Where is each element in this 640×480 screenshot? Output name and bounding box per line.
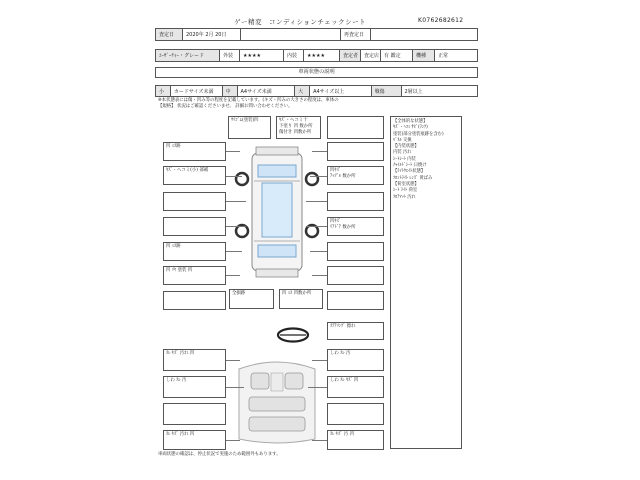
seat-box-left-2 <box>163 376 226 398</box>
leader-line <box>226 226 246 227</box>
leader-line <box>226 251 242 252</box>
callout-box-right-4 <box>327 192 384 211</box>
callout-box-rear-right <box>279 289 323 309</box>
note-line: ｼｰﾄｼｰﾄ 内装 <box>393 156 416 162</box>
callout-seat-rear-right: ｽﾚ ｷｽﾞ 汚 凹 <box>330 432 354 437</box>
footer-note: 車両状態の確認は、停止状況で実施のため範囲外もあります。 <box>158 452 281 457</box>
size-medium-label: 中 <box>223 86 238 96</box>
leader-line <box>312 440 327 441</box>
car-interior-diagram <box>229 359 325 445</box>
callout-box-right-1 <box>327 116 384 139</box>
leader-line <box>312 360 327 361</box>
callout-seat-mid-right: しわ ｽﾚ ｷｽﾞ 凹 <box>330 378 359 383</box>
callout-box-right-2 <box>327 142 384 161</box>
callout-box-left-5 <box>163 242 226 261</box>
interior-label: 内装 <box>284 50 304 61</box>
leader-line <box>310 176 327 177</box>
callout-box-left-1 <box>163 142 226 161</box>
steering-wheel-icon <box>276 327 310 343</box>
callout-box-left-7 <box>163 291 226 310</box>
document-number: K0762682612 <box>418 17 464 24</box>
leader-line <box>310 251 327 252</box>
callout-roof-front: ｷｽﾞ・ヘコミ十 下塗り 凹 数か所 傷付き 凹数か所 <box>279 118 313 135</box>
note-line: ｼｰﾄ ﾗｲﾄ 荷室 <box>393 188 418 194</box>
note-line: 【荷室状態】 <box>393 181 419 187</box>
size-extra-desc: 2層以上 <box>404 89 423 95</box>
callout-front-bumper: ｳﾘｺﾞﾑ(塗装)凹 <box>231 118 259 123</box>
callout-box-right-8 <box>327 291 384 310</box>
exterior-label: 外装 <box>220 50 240 61</box>
interior-stars: ★★★★ <box>304 50 340 61</box>
callout-box-right-3 <box>327 166 384 185</box>
leader-line <box>226 176 242 177</box>
notice-line-2: 【規格】 状況はご確認くださいませ。 詳細お問い合わせください。 <box>158 104 293 109</box>
note-line: 【全体的な状態】 <box>393 119 428 124</box>
seat-box-right-3 <box>327 403 384 425</box>
callout-steering: ｽﾃｱﾘﾝｸﾞ 擦れ <box>330 324 356 329</box>
callout-left-front-fender: 凹 ﾐｽ跡 <box>166 144 181 149</box>
shop-value: 有 鑑定 <box>381 50 413 61</box>
callout-box-left-6 <box>163 266 226 285</box>
car-exterior-diagram <box>228 143 326 283</box>
callout-box-left-2 <box>163 166 226 185</box>
callout-box-top-right <box>276 116 321 139</box>
size-large-label: 大 <box>295 86 310 96</box>
section-title: 車両状態の説明 <box>298 69 335 75</box>
leader-line <box>312 275 327 276</box>
seat-box-right-4 <box>327 430 384 450</box>
callout-box-left-3 <box>163 192 226 211</box>
note-line: 【内装状態】 <box>393 144 419 150</box>
note-line: 【ﾗｲﾄｳｴｲﾄ状態】 <box>393 169 426 175</box>
section-header <box>155 67 478 78</box>
size-small-label: 小 <box>156 86 171 96</box>
reinspection-date-label: 再査定日 <box>341 29 371 40</box>
note-line: 塗装(部分塗装痕跡を含む) <box>393 131 444 137</box>
callout-seat-front-right: しわ ｽﾚ 汚 <box>330 351 351 356</box>
seat-box-left-3 <box>163 403 226 425</box>
reinspection-date-value <box>371 29 477 40</box>
leader-line <box>226 151 240 152</box>
leader-line <box>226 275 240 276</box>
note-line: 内装 汚れ <box>393 150 412 156</box>
callout-seat-front-left: ｽﾚ ｷｽﾞ 汚れ 凹 <box>166 351 195 356</box>
info-blank-cell <box>241 29 341 40</box>
notes-panel <box>390 116 462 449</box>
size-legend <box>155 85 478 97</box>
note-line: ﾁｬｲﾙﾄﾞｼｰﾄ 日焼け <box>393 163 427 169</box>
size-medium-desc: A4サイズ未満 <box>238 86 296 96</box>
callout-rear-right: 凹 ﾐｽ 凹数か所 <box>282 291 312 296</box>
machine-label: 機種 <box>413 50 435 61</box>
callout-box-left-4 <box>163 217 226 236</box>
callout-seat-rear-left: ｽﾚ ｷｽﾞ 汚れ 凹 <box>166 432 195 437</box>
callout-left-front-door: ｷｽﾞ・ヘコミ(小) 部補 <box>166 168 209 173</box>
callout-box-right-7 <box>327 266 384 285</box>
exterior-stars: ★★★★ <box>240 50 284 61</box>
leader-line <box>226 387 244 388</box>
callout-box-top-left <box>228 116 271 139</box>
callout-left-rear-door: 凹 ﾐｽ跡 <box>166 244 181 249</box>
callout-box-right-5 <box>327 217 384 236</box>
callout-box-steering <box>327 322 384 340</box>
callout-left-rear-fender: 凹 ﾘﾔ 塗装 凹 <box>166 268 193 273</box>
seat-box-left-4 <box>163 430 226 450</box>
machine-value: 正常 <box>438 53 449 59</box>
size-small-desc: カードサイズ未満 <box>171 86 223 96</box>
callout-right-front-fender: 凹ｷｽﾞ ｱｯﾌﾟﾙ 数か所 <box>330 168 356 179</box>
note-line: ｷｽﾞ・ﾍｺﾐ ｻﾋﾞ(ﾗﾝｸ) <box>393 125 428 131</box>
leader-line <box>306 201 327 202</box>
inspection-date-value: 2020年 2月 20日 <box>183 29 241 40</box>
callout-rear-left: 全損跡 <box>232 291 246 296</box>
info-row-date <box>155 28 478 41</box>
callout-box-right-6 <box>327 242 384 261</box>
sheet-title: ゲー精変 コンディションチェックシート <box>234 18 367 26</box>
leader-line <box>226 201 246 202</box>
callout-seat-mid-left: しわ ｽﾚ 汚 <box>166 378 187 383</box>
seat-box-right-1 <box>327 349 384 371</box>
inspection-date-label: 査定日 <box>156 29 183 40</box>
evaluator-label: 査定者 <box>340 50 361 61</box>
leader-line <box>226 440 240 441</box>
size-large-desc: A4サイズ以上 <box>310 86 372 96</box>
seat-box-right-2 <box>327 376 384 398</box>
leader-line <box>226 360 240 361</box>
note-line: ﾌﾛｱﾏｯﾄ 汚れ <box>393 194 416 200</box>
info-row-grade <box>155 49 478 62</box>
callout-right-rear-door: 凹ｷｽﾞ ﾘｱﾄﾞｱ 数か所 <box>330 219 356 230</box>
leader-line <box>312 151 327 152</box>
notice-line-1: ※本状態表には傷・凹み等の程度を記載しています。(キズ・凹みの大きさの程度は、車体の <box>158 98 339 103</box>
quality-grade-label: ﾕｰｻﾞｰﾃｨｰ・グレード <box>156 50 220 61</box>
leader-line <box>306 226 327 227</box>
size-extra-label: 戦傷 <box>372 86 402 96</box>
shop-label: 査定店 <box>361 50 381 61</box>
leader-line <box>308 387 327 388</box>
callout-box-rear-left <box>229 289 274 309</box>
seat-box-left-1 <box>163 349 226 371</box>
note-line: ﾌﾛﾝﾄﾗｲﾄ ﾚﾝｽﾞ 黄ばみ <box>393 175 433 181</box>
note-line: ﾊﾟﾈﾙ 交換 <box>393 137 412 143</box>
